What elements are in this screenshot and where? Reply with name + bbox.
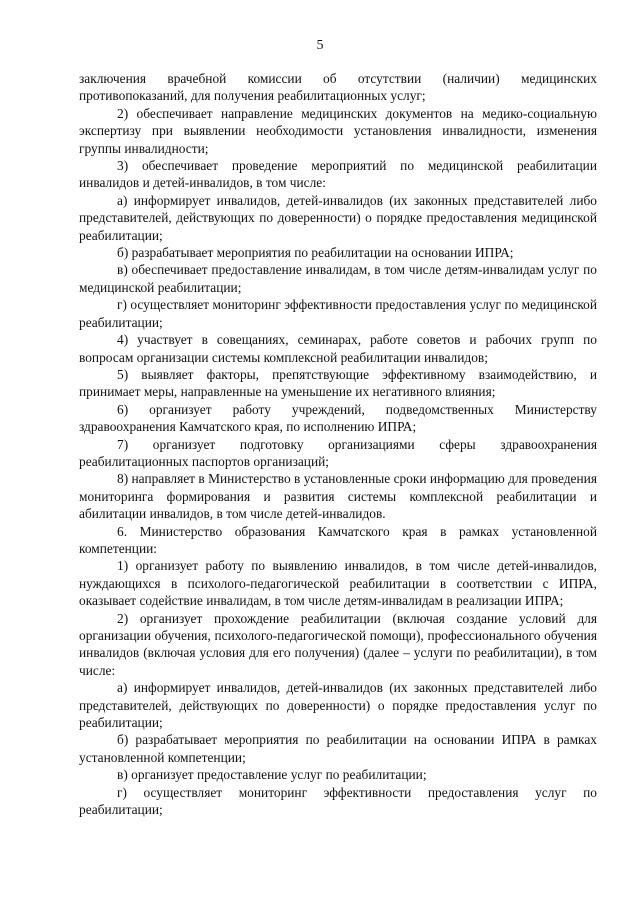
paragraph: а) информирует инвалидов, детей-инвалидов (их законных представителей либо представителей, действующих по доверенности) о порядке предоставления услуг по реабилитации; bbox=[79, 680, 597, 731]
paragraph: а) информирует инвалидов, детей-инвалидов (их законных представителей либо представителей, действующих по доверенности) о порядке предоставления медицинской реабилитации; bbox=[79, 192, 597, 243]
paragraph: г) осуществляет мониторинг эффективности предоставления услуг по медицинской реабилитации; bbox=[79, 297, 597, 330]
paragraph: 1) организует работу по выявлению инвалидов, в том числе детей-инвалидов, нуждающихся в психолого-педагогической реабилитации в соответствии с ИПРА, оказывает содействие инвалидам, в том числе детям-инвалидам в реализации ИПРА; bbox=[79, 558, 597, 609]
paragraph: б) разрабатывает мероприятия по реабилитации на основании ИПРА в рамках установленной компетенции; bbox=[79, 732, 597, 765]
paragraph: 2) обеспечивает направление медицинских документов на медико-социальную экспертизу при выявлении необходимости установления инвалидности, изменения группы инвалидности; bbox=[79, 105, 597, 156]
paragraph: 7) организует подготовку организациями сферы здравоохранения реабилитационных паспортов организаций; bbox=[79, 436, 597, 469]
page-number: 5 bbox=[316, 38, 324, 53]
paragraph: 6) организует работу учреждений, подведомственных Министерству здравоохранения Камчатского края, по исполнению ИПРА; bbox=[79, 401, 597, 435]
paragraph: 6. Министерство образования Камчатского края в рамках установленной компетенции: bbox=[79, 523, 597, 556]
paragraph: б) разрабатывает мероприятия по реабилитации на основании ИПРА; bbox=[117, 245, 514, 261]
paragraph: 5) выявляет факторы, препятствующие эффективному взаимодействию, и принимает меры, направленные на уменьшение их негативного влияния; bbox=[79, 366, 597, 400]
paragraph: г) осуществляет мониторинг эффективности предоставления услуг по реабилитации; bbox=[79, 784, 597, 818]
paragraph: заключения врачебной комиссии об отсутствии (наличии) медицинских противопоказаний, для получения реабилитационных услуг; bbox=[79, 71, 597, 104]
paragraph: 3) обеспечивает проведение мероприятий по медицинской реабилитации инвалидов и детей-инвалидов, в том числе: bbox=[79, 158, 597, 191]
paragraph: в) обеспечивает предоставление инвалидам, в том числе детям-инвалидам услуг по медицинской реабилитации; bbox=[79, 262, 597, 295]
document-body bbox=[79, 70, 597, 818]
paragraph: 2) организует прохождение реабилитации (включая создание условий для организации обучения, психолого-педагогической помощи), профессионального обучения инвалидов (включая условия для его получения) (далее – услуги по реабилитации), в том числе: bbox=[79, 610, 597, 678]
paragraph: 8) направляет в Министерство в установленные сроки информацию для проведения мониторинга формирования и развития системы комплексной реабилитации и абилитации инвалидов, в том числе детей-инвалидов. bbox=[79, 471, 597, 522]
paragraph: 4) участвует в совещаниях, семинарах, работе советов и рабочих групп по вопросам организации системы комплексной реабилитации инвалидов; bbox=[79, 332, 597, 365]
paragraph: в) организует предоставление услуг по реабилитации; bbox=[117, 767, 427, 783]
